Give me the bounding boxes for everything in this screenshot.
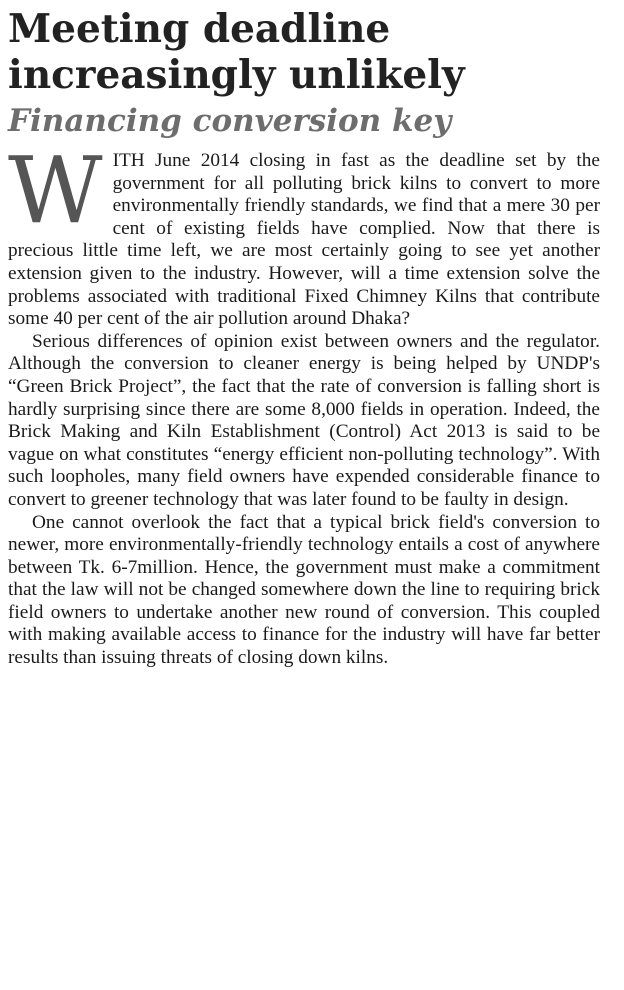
subheadline: Financing conversion key (8, 103, 452, 139)
headline (8, 6, 600, 98)
headline-line-1: Meeting deadline (8, 6, 391, 52)
paragraph-1-text: closing in fast as the deadline set by the government for all polluting brick kilns to convert to more environmentally friendly standards, we find that a mere 30 per cent of existing fields have complied. Now that there is precious little time left, we are most certainly going to see yet another extension given to the industry. However, will a time extension solve the problems associated with traditional Fixed Chimney Kilns that contribute some 40 per cent of the air pollution around Dhaka? (8, 150, 600, 330)
paragraph-3: One cannot overlook the fact that a typical brick field's conversion to newer, more environmentally-friendly technology entails a cost of anywhere between Tk. 6-7million. Hence, the government must make a commitment that the law will not be changed somewhere down the line to requiring brick field owners to undertake another new round of conversion. This coupled with making available access to finance for the industry will have far better results than issuing threats of closing down kilns. (8, 511, 600, 669)
paragraph-2: Serious differences of opinion exist between owners and the regulator. Although the conversion to cleaner energy is being helped by UNDP's “Green Brick Project”, the fact that the rate of conversion is falling short is hardly surprising since there are some 8,000 fields in operation. Indeed, the Brick Making and Kiln Establishment (Control) Act 2013 is said to be vague on what constitutes “energy efficient non-polluting technology”. With such loopholes, many field owners have expended considerable finance to convert to greener technology that was later found to be faulty in design. (8, 330, 600, 510)
drop-cap: W (8, 137, 103, 244)
lead-in: ITH June 2014 (112, 150, 240, 171)
article-body (8, 137, 600, 670)
paragraph-1 (8, 137, 600, 331)
editorial-article (8, 6, 600, 670)
headline-line-2: increasingly unlikely (8, 52, 465, 98)
